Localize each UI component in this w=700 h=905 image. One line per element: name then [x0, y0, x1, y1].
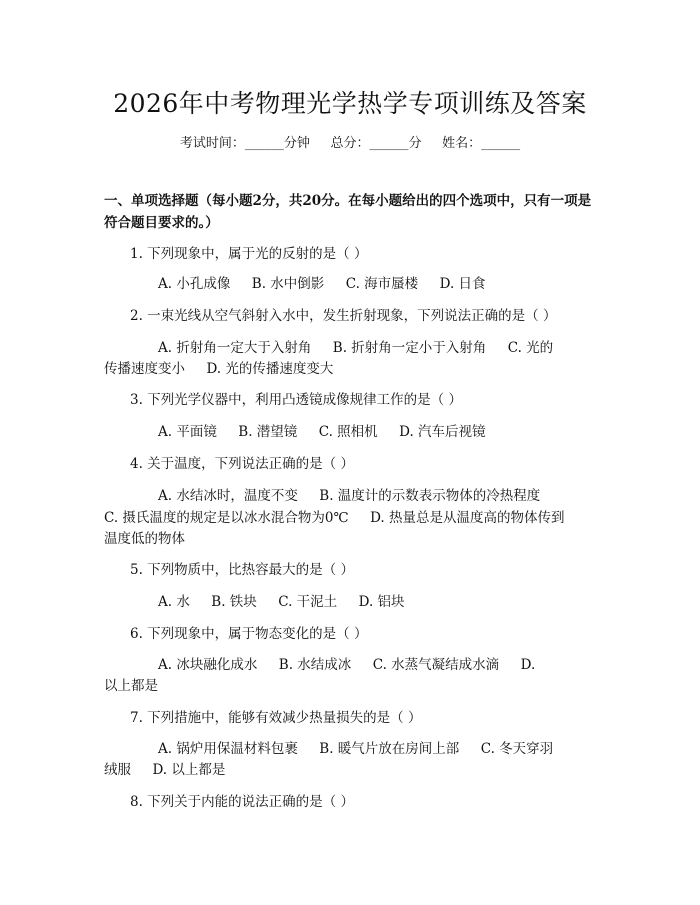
options-4-line-2: C. 摄氏温度的规定是以冰水混合物为0℃ D. 热量总是从温度高的物体传到 — [104, 510, 565, 526]
section-heading: 一、单项选择题（每小题2分，共20分。在每小题给出的四个选项中，只有一项是符合题目要求的。） — [104, 193, 592, 231]
options-6-line-1: A. 冰块融化成水 B. 水结成冰 C. 水蒸气凝结成水滴 D. — [158, 657, 536, 673]
question-6: 6. 下列现象中，属于物态变化的是（ ） — [130, 626, 368, 642]
options-7-line-2: 绒服 D. 以上都是 — [104, 762, 226, 778]
options-1: A. 小孔成像 B. 水中倒影 C. 海市蜃楼 D. 日食 — [158, 276, 486, 292]
question-5: 5. 下列物质中，比热容最大的是（ ） — [130, 562, 354, 578]
page-title: 2026年中考物理光学热学专项训练及答案 — [113, 89, 587, 118]
options-2-line-2: 传播速度变小 D. 光的传播速度变大 — [104, 361, 334, 377]
options-3: A. 平面镜 B. 潜望镜 C. 照相机 D. 汽车后视镜 — [158, 424, 486, 440]
question-3: 3. 下列光学仪器中，利用凸透镜成像规律工作的是（ ） — [130, 392, 462, 408]
question-2: 2. 一束光线从空气斜射入水中，发生折射现象，下列说法正确的是（ ） — [130, 308, 557, 324]
question-1: 1. 下列现象中，属于光的反射的是（ ） — [130, 246, 368, 262]
options-6-line-2: 以上都是 — [104, 678, 158, 694]
options-4-line-1: A. 水结冰时，温度不变 B. 温度计的示数表示物体的冷热程度 — [158, 488, 541, 504]
question-8: 8. 下列关于内能的说法正确的是（ ） — [130, 794, 354, 810]
options-2-line-1: A. 折射角一定大于入射角 B. 折射角一定小于入射角 C. 光的 — [158, 340, 554, 356]
options-7-line-1: A. 锅炉用保温材料包裹 B. 暖气片放在房间上部 C. 冬天穿羽 — [158, 741, 554, 757]
exam-meta: 考试时间：______分钟 总分：______分 姓名：______ — [179, 136, 521, 151]
options-4-line-3: 温度低的物体 — [104, 531, 185, 547]
options-5: A. 水 B. 铁块 C. 干泥土 D. 铝块 — [158, 594, 405, 610]
question-4: 4. 关于温度，下列说法正确的是（ ） — [130, 456, 354, 472]
question-7: 7. 下列措施中，能够有效减少热量损失的是（ ） — [130, 710, 422, 726]
